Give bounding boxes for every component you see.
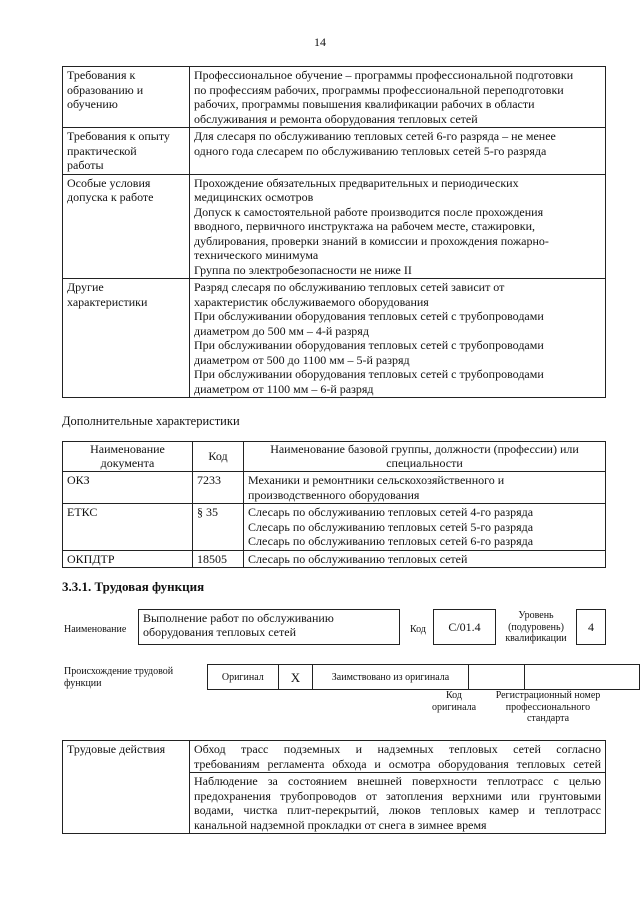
- row-label: Особые условия допуска к работе: [63, 174, 190, 279]
- level-value-box: 4: [576, 609, 606, 645]
- table-row: [63, 128, 606, 175]
- cell-names: Слесарь по обслуживанию тепловых сетей 4-го разряда Слесарь по обслуживанию тепловых сетей 5-го разряда Слесарь по обслуживанию тепловых сетей 6-го разряда: [244, 504, 606, 551]
- table-row: [63, 741, 606, 773]
- row-value: Для слесаря по обслуживанию тепловых сетей 6-го разряда – не менее одного года слесарем по обслуживанию тепловых сетей 5-го разряда: [190, 128, 606, 175]
- table-row: [208, 665, 640, 690]
- additional-table: [62, 441, 606, 568]
- action-item: Наблюдение за состоянием внешней поверхности теплотрасс с целью предохранения трубопроводов от затопления верхними или грунтовыми водами, чистка плит-перекрытий, люков тепловых камер и теплотрасс канальной надземной прокладки от снега в зимнее время: [190, 773, 606, 834]
- row-value: Профессиональное обучение – программы профессиональной подготовки по профессиям рабочих, программы профессиональной переподготовки рабочих, программы повышения квалификации рабочих в области обслуживания и ремонта оборудования тепловых сетей: [190, 67, 606, 128]
- labor-function-title: 3.3.1. Трудовая функция: [62, 579, 205, 594]
- code-value-box: C/01.4: [433, 609, 496, 645]
- origin-table: [207, 664, 640, 690]
- table-row: [63, 504, 606, 551]
- code-original-cell: [468, 665, 524, 690]
- cell-doc: ОКПДТР: [63, 550, 193, 568]
- header-name: Наименование базовой группы, должности (профессии) или специальности: [244, 442, 606, 472]
- cell-doc: ОКЗ: [63, 472, 193, 504]
- row-label: Требования к образованию и обучению: [63, 67, 190, 128]
- reg-number-label: Регистрационный номер профессионального стандарта: [495, 690, 601, 724]
- header-document: Наименование документа: [63, 442, 193, 472]
- page-number: 14: [314, 35, 326, 49]
- row-value: Разряд слесаря по обслуживанию тепловых сетей зависит от характеристик обслуживаемого оборудования При обслуживании оборудования тепловых сетей с трубопроводами диаметром до 500 мм – 4-й разряд При обслуживании оборудования тепловых сетей с трубопроводами диаметром от 500 до 1100 мм – 5-й разряд При обслуживании оборудования тепловых сетей с трубопроводами диаметром от 1100 мм – 6-й разряд: [190, 279, 606, 398]
- row-label: Другие характеристики: [63, 279, 190, 398]
- borrowed-label: Заимствовано из оригинала: [313, 665, 468, 690]
- row-label: Требования к опыту практической работы: [63, 128, 190, 175]
- cell-names: Механики и ремонтники сельскохозяйственного и производственного оборудования: [244, 472, 606, 504]
- origin-label: Происхождение трудовой функции: [64, 666, 174, 689]
- table-row: [63, 67, 606, 128]
- table-row: [63, 279, 606, 398]
- code-original-label: Код оригинала: [432, 690, 477, 713]
- original-mark: X: [278, 665, 313, 690]
- cell-doc: ЕТКС: [63, 504, 193, 551]
- name-label: Наименование: [64, 624, 127, 635]
- row-value: Прохождение обязательных предварительных и периодических медицинских осмотров Допуск к самостоятельной работе производится после прохождения вводного, первичного инструктажа на рабочем месте, стажировки, дублирования, проверки знаний в комиссии и прохождения пожарно- технического минимума Группа по электробезопасности не ниже II: [190, 174, 606, 279]
- additional-title: Дополнительные характеристики: [62, 414, 240, 428]
- reg-number-cell: [524, 665, 639, 690]
- requirements-table: [62, 66, 606, 398]
- cell-code: 18505: [193, 550, 244, 568]
- cell-names: Слесарь по обслуживанию тепловых сетей: [244, 550, 606, 568]
- header-code: Код: [193, 442, 244, 472]
- level-label: Уровень (подуровень) квалификации: [505, 610, 567, 644]
- function-name-box: Выполнение работ по обслуживанию оборудования тепловых сетей: [138, 609, 400, 645]
- table-header-row: [63, 442, 606, 472]
- action-item: Обход трасс подземных и надземных тепловых сетей согласно требованиям регламента обхода и осмотра оборудования тепловых сетей: [190, 741, 606, 773]
- original-label: Оригинал: [208, 665, 279, 690]
- table-row: [63, 472, 606, 504]
- cell-code: § 35: [193, 504, 244, 551]
- table-row: [63, 174, 606, 279]
- code-label: Код: [410, 624, 426, 635]
- actions-table: [62, 740, 606, 834]
- actions-label: Трудовые действия: [63, 741, 190, 834]
- table-row: [63, 550, 606, 568]
- cell-code: 7233: [193, 472, 244, 504]
